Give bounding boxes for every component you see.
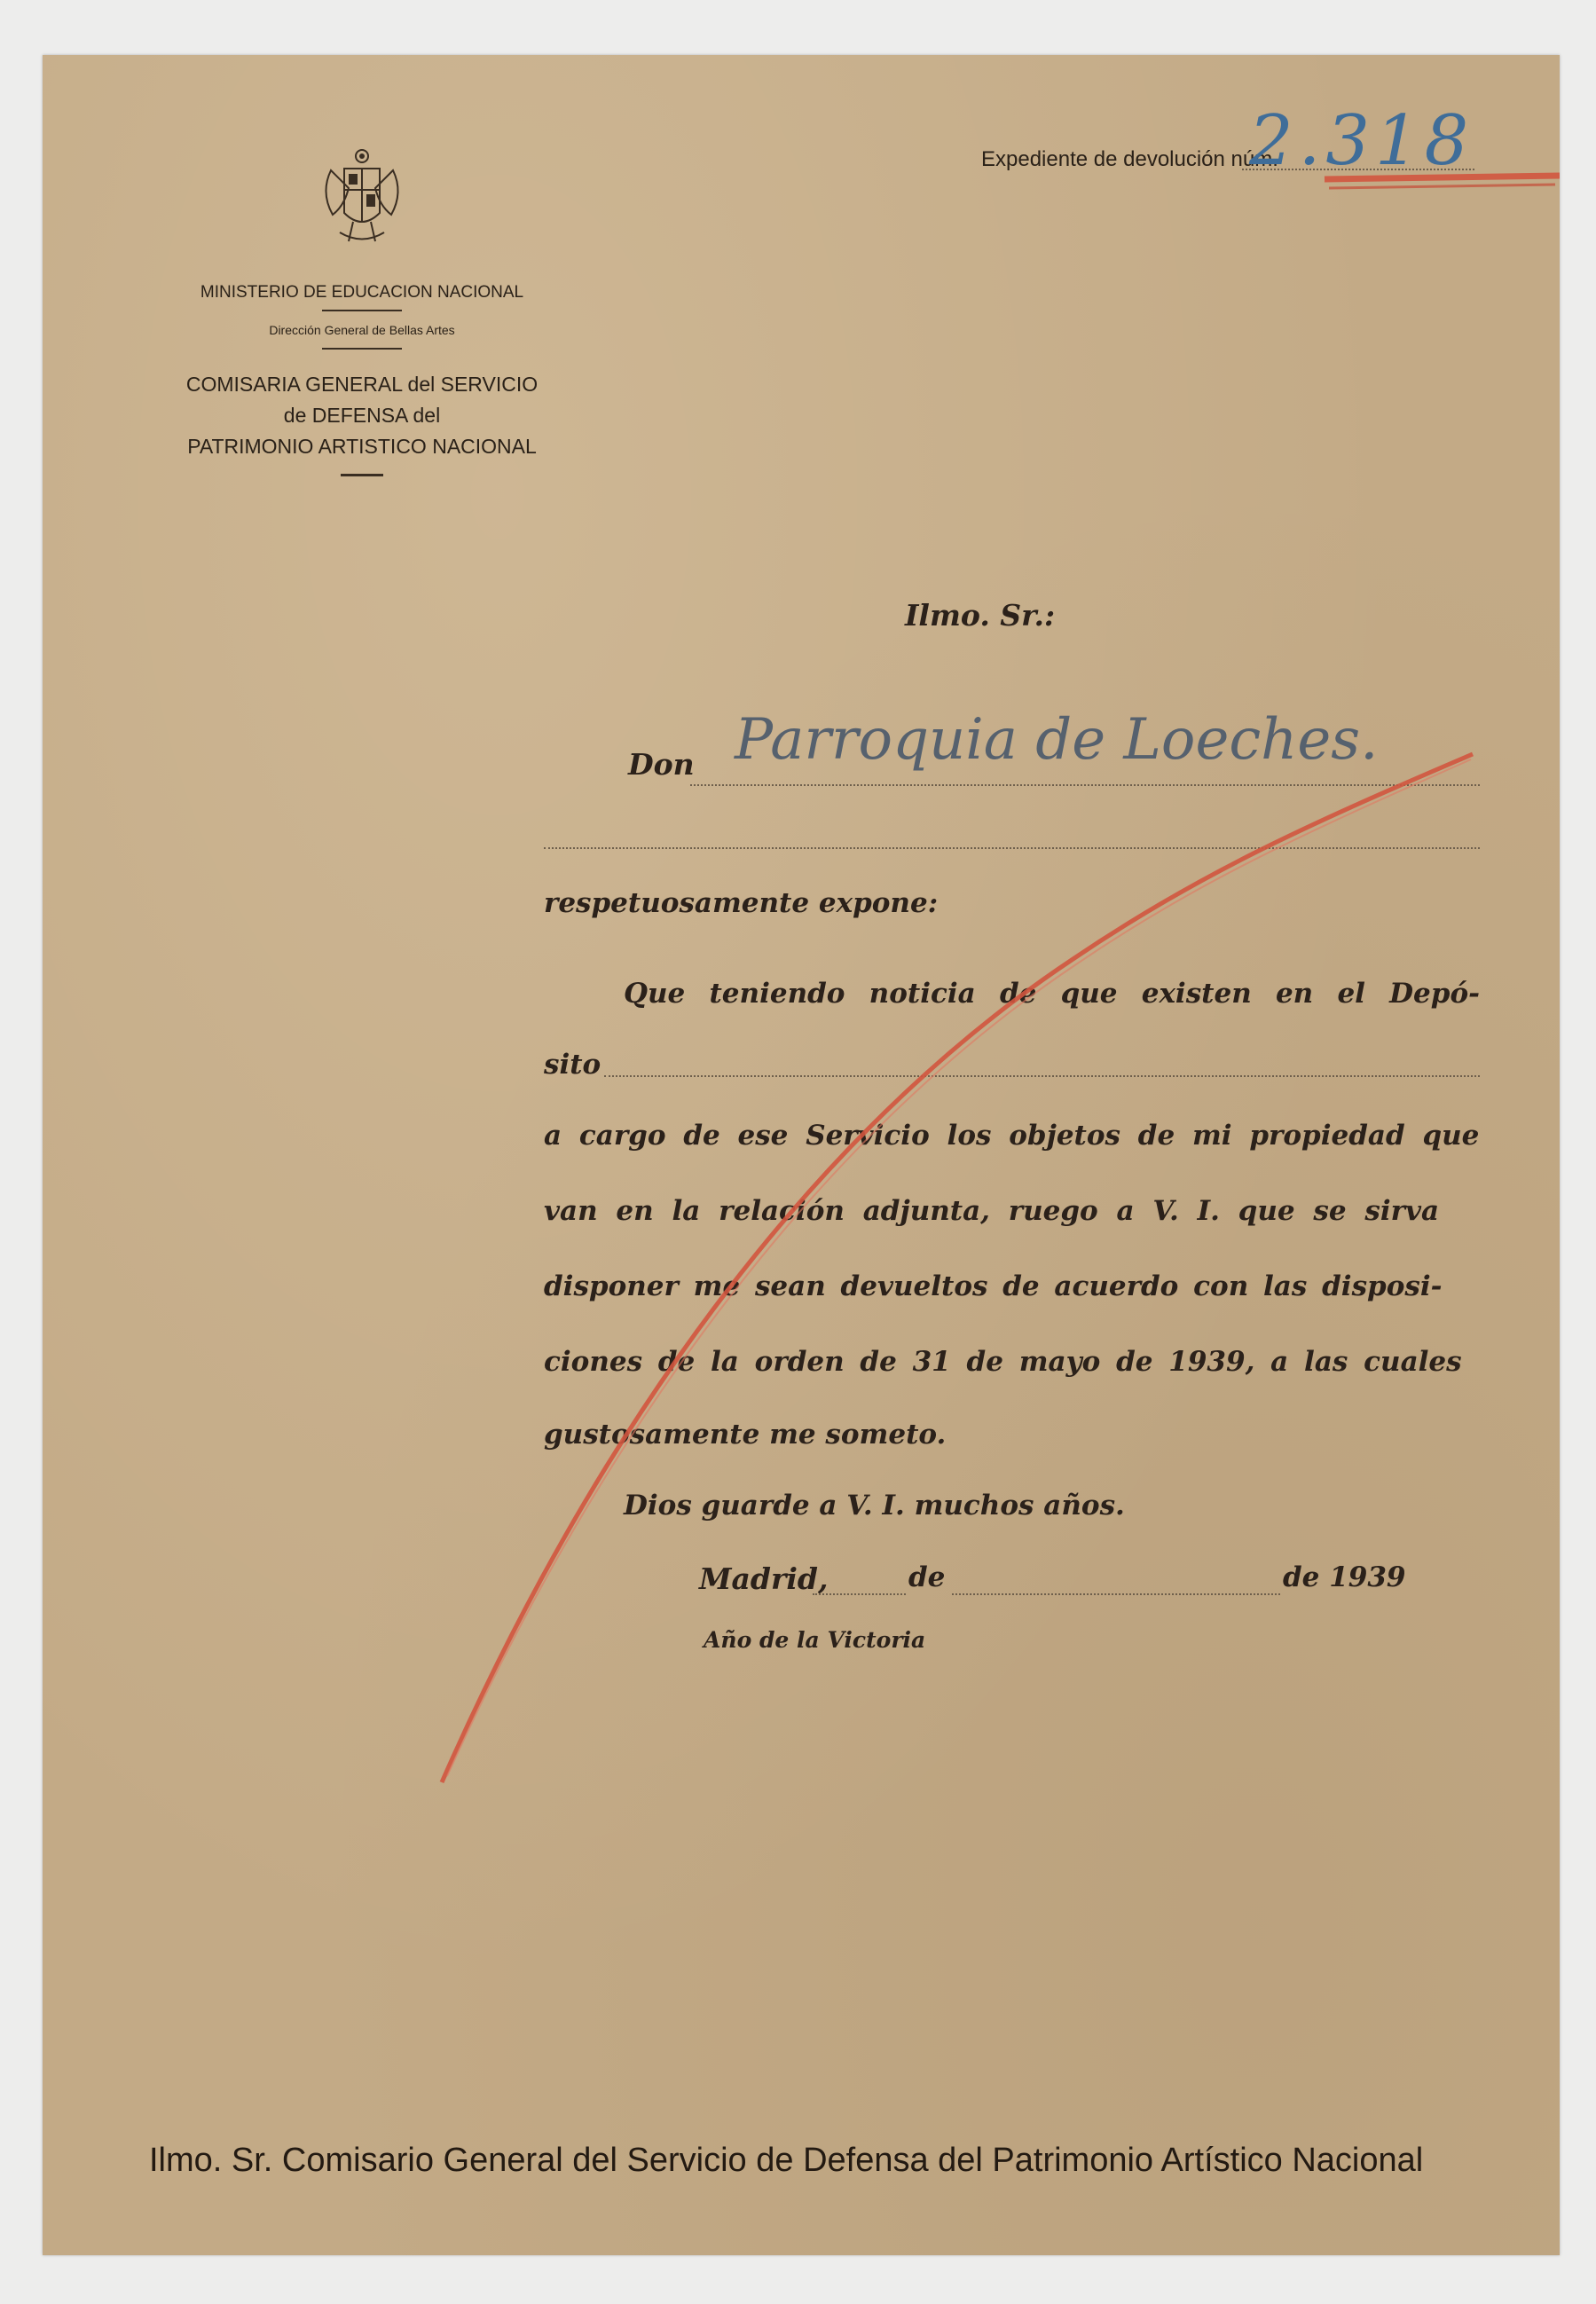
date-de-2: de 1939 xyxy=(1283,1561,1406,1593)
don-label: Don xyxy=(628,747,695,782)
exposes-text: respetuosamente expone: xyxy=(544,887,939,919)
place-text: Madrid, xyxy=(699,1561,829,1596)
paragraph-2-line-2: van en la relación adjunta, ruego a V. I. que se sirva xyxy=(544,1195,1440,1227)
divider xyxy=(322,310,402,311)
month-line xyxy=(952,1593,1280,1595)
divider xyxy=(341,474,383,476)
coat-of-arms-icon xyxy=(313,144,411,250)
paragraph-2-line-1: a cargo de ese Servicio los objetos de mi propiedad que xyxy=(544,1120,1480,1152)
year-note: Año de la Victoria xyxy=(704,1627,926,1653)
ministry-name: MINISTERIO DE EDUCACION NACIONAL xyxy=(200,283,524,302)
direction-name: Dirección General de Bellas Artes xyxy=(269,323,455,337)
paragraph-2-line-5: gustosamente me someto. xyxy=(544,1419,947,1451)
paragraph-2-line-4: ciones de la orden de 31 de mayo de 1939, a las cuales xyxy=(544,1346,1462,1378)
closing-text: Dios guarde a V. I. muchos años. xyxy=(624,1490,1125,1522)
don-line-2 xyxy=(544,847,1480,849)
day-line xyxy=(813,1593,906,1595)
paragraph-1-line-2: sito xyxy=(544,1049,601,1081)
commission-line-3: PATRIMONIO ARTISTICO NACIONAL xyxy=(187,435,537,458)
don-value: Parroquia de Loeches. xyxy=(735,707,1379,773)
deposit-line xyxy=(604,1075,1480,1077)
don-line xyxy=(690,784,1480,786)
file-number-value: 2.318 xyxy=(1249,101,1474,181)
divider xyxy=(322,348,402,350)
paragraph-1-line-1: Que teniendo noticia de que existen en el Depó- xyxy=(624,978,1480,1010)
salutation: Ilmo. Sr.: xyxy=(905,598,1056,633)
document-page xyxy=(43,55,1560,2255)
commission-line-1: COMISARIA GENERAL del SERVICIO xyxy=(185,373,539,396)
date-de-1: de xyxy=(908,1561,946,1593)
commission-line-2: de DEFENSA del xyxy=(283,404,441,427)
footer-addressee: Ilmo. Sr. Comisario General del Servicio de Defensa del Patrimonio Artístico Nacional xyxy=(149,2142,1424,2179)
paragraph-2-line-3: disponer me sean devueltos de acuerdo con las disposi- xyxy=(544,1270,1443,1302)
file-number-label: Expediente de devolución núm. xyxy=(981,147,1278,171)
